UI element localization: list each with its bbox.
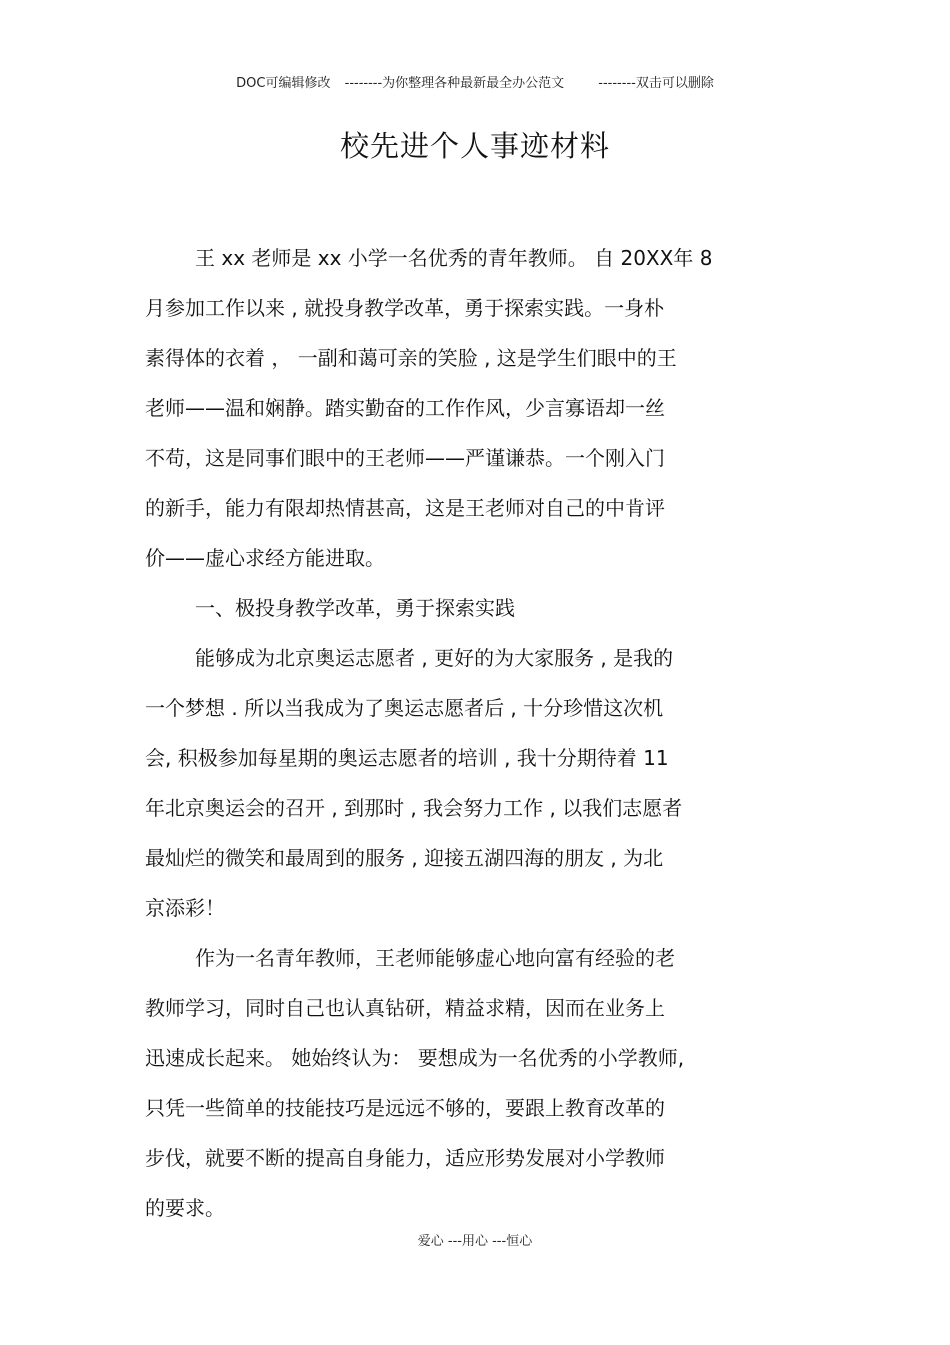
- text-line: 最灿烂的微笑和最周到的服务 , 迎接五湖四海的朋友 , 为北: [145, 846, 664, 870]
- text-line: 月参加工作以来 , 就投身教学改革，勇于探索实践。一身朴: [145, 296, 665, 320]
- page-footer: 爱心 ---用心 ---恒心: [417, 1234, 533, 1249]
- text-line: 一个梦想 . 所以当我成为了奥运志愿者后 , 十分珍惜这次机: [145, 696, 664, 720]
- text-line: 素得体的衣着 ， 一副和蔼可亲的笑脸 , 这是学生们眼中的王: [145, 346, 677, 370]
- text-line: 教师学习，同时自己也认真钻研，精益求精，因而在业务上: [145, 996, 665, 1020]
- page-header: [0, 72, 950, 91]
- text-line: 迅速成长起来。 她始终认为： 要想成为一名优秀的小学教师,: [145, 1046, 685, 1070]
- text-line: 作为一名青年教师，王老师能够虚心地向富有经验的老: [195, 946, 675, 970]
- text-line: 能够成为北京奥运志愿者 , 更好的为大家服务 , 是我的: [195, 646, 674, 670]
- text-line: 王 xx 老师是 xx 小学一名优秀的青年教师。 自 20XX年 8: [195, 246, 713, 270]
- header-description: --------为你整理各种最新最全办公范文: [344, 76, 565, 91]
- text-line: 只凭一些简单的技能技巧是远远不够的，要跟上教育改革的: [145, 1096, 665, 1120]
- header-doc-label: DOC可编辑修改: [236, 76, 331, 91]
- document-body: [145, 238, 815, 1238]
- text-line: 价——虚心求经方能进取。: [145, 546, 385, 570]
- text-line: 的要求。: [145, 1196, 225, 1220]
- text-line: 不苟，这是同事们眼中的王老师——严谨谦恭。一个刚入门: [145, 446, 665, 470]
- text-line: 一、极投身教学改革，勇于探索实践: [195, 596, 515, 620]
- header-delete-hint: --------双击可以删除: [598, 76, 714, 91]
- document-title: 校先进个人事迹材料: [339, 129, 610, 163]
- text-line: 会, 积极参加每星期的奥运志愿者的培训 , 我十分期待着 11: [145, 746, 669, 770]
- text-line: 步伐，就要不断的提高自身能力，适应形势发展对小学教师: [145, 1146, 665, 1170]
- text-line: 老师——温和娴静。踏实勤奋的工作作风，少言寡语却一丝: [145, 396, 665, 420]
- text-line: 的新手，能力有限却热情甚高，这是王老师对自己的中肯评: [145, 496, 665, 520]
- text-line: 年北京奥运会的召开 , 到那时 , 我会努力工作 , 以我们志愿者: [145, 796, 683, 820]
- text-line: 京添彩！: [145, 896, 225, 920]
